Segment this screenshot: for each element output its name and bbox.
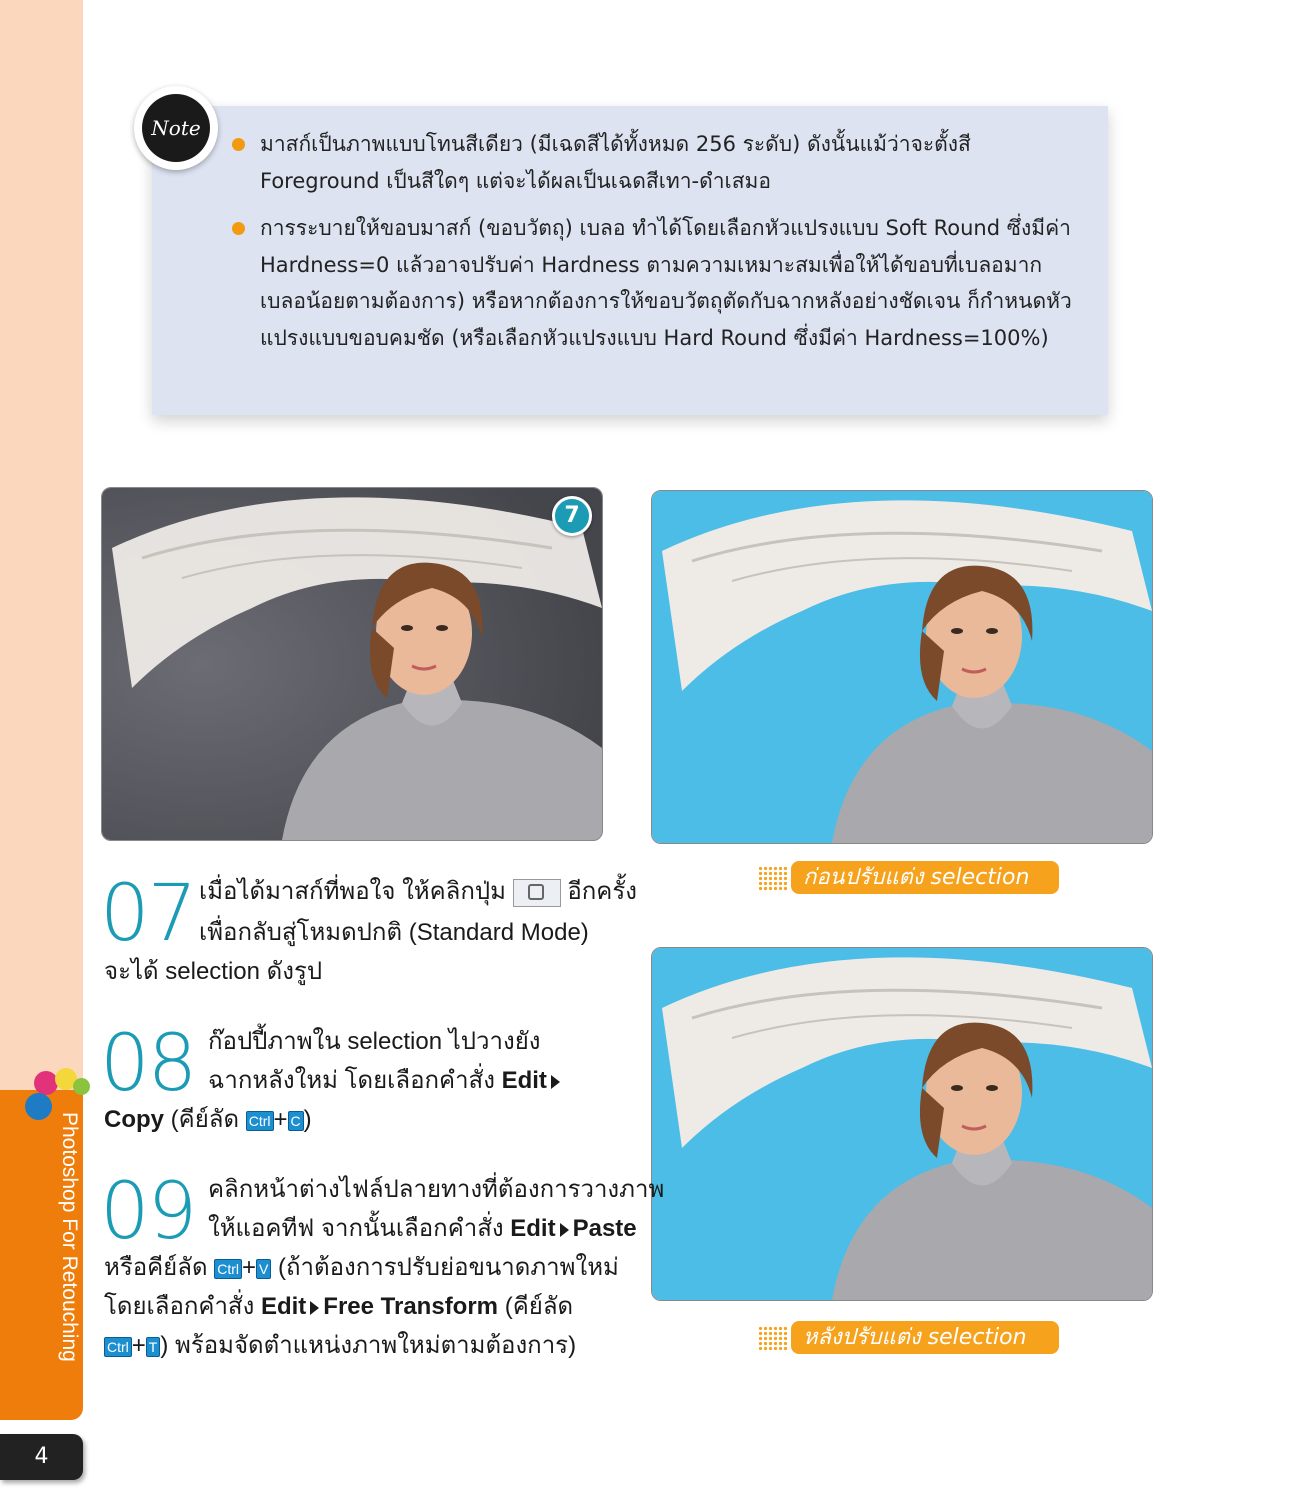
bullet-icon: [232, 222, 245, 235]
caption-before-selection: ก่อนปรับแต่ง selection: [791, 861, 1059, 894]
step09-line5: Ctrl + T ) พร้อมจัดตำแหน่งภาพใหม่ตามต้องการ): [104, 1326, 576, 1365]
menu-arrow-icon: [560, 1223, 569, 1237]
step-number-09: 09: [100, 1167, 196, 1257]
caption-dot-icon: [758, 1326, 788, 1352]
note-item: [232, 210, 1072, 356]
step08-line2: ฉากหลังใหม่ โดยเลือกคำสั่ง Edit: [208, 1061, 564, 1100]
step09-line1: คลิกหน้าต่างไฟล์ปลายทางที่ต้องการวางภาพ: [208, 1176, 665, 1203]
c-key-icon: C: [288, 1111, 304, 1131]
note-badge-label: Note: [142, 94, 210, 162]
step-number-07: 07: [100, 869, 196, 959]
note-item: [232, 126, 1072, 199]
step09-line2: ให้แอคทีฟ จากนั้นเลือกคำสั่ง Edit Paste: [208, 1215, 637, 1242]
ctrl-key-icon: Ctrl: [104, 1337, 132, 1357]
menu-arrow-icon: [551, 1075, 560, 1089]
ctrl-key-icon: Ctrl: [246, 1111, 274, 1131]
step07-line2: เพื่อกลับสู่โหมดปกติ (Standard Mode): [199, 919, 589, 946]
step07-line3: จะได้ selection ดังรูป: [104, 958, 323, 985]
page-number: 4: [0, 1434, 83, 1480]
menu-arrow-icon: [310, 1301, 319, 1315]
decor-dot-green: [73, 1078, 90, 1095]
photo-before-selection: [651, 490, 1153, 844]
t-key-icon: T: [146, 1337, 161, 1357]
v-key-icon: V: [256, 1259, 271, 1279]
step09-line3: หรือคีย์ลัด Ctrl + V (ถ้าต้องการปรับย่อขนาดภาพใหม่: [104, 1254, 619, 1281]
side-margin-strip: [0, 0, 83, 1090]
bullet-icon: [232, 138, 245, 151]
caption-after-selection: หลังปรับแต่ง selection: [791, 1321, 1059, 1354]
note-badge: [134, 86, 218, 170]
photo-step7-quickmask: [101, 487, 603, 841]
note-item-text: การระบายให้ขอบมาสก์ (ขอบวัตถุ) เบลอ ทำได้โดยเลือกหัวแปรงแบบ Soft Round ซึ่งมีค่า Hardness=0 แล้วอาจปรับค่า Hardness ตามความเหมาะสมเพื่อให้ได้ขอบที่เบลอมากเบลอน้อยตามต้องการ) หรือหากต้องการให้ขอบวัตถุตัดกับฉากหลังอย่างชัดเจน ก็กำหนดหัวแปรงแบบขอบคมชัด (หรือเลือกหัวแปรงแบบ Hard Round ซึ่งมีค่า Hardness=100%): [260, 216, 1072, 350]
step07-line1: เมื่อได้มาสก์ที่พอใจ ให้คลิกปุ่ม อีกครั้ง: [199, 878, 637, 905]
ctrl-key-icon: Ctrl: [214, 1259, 242, 1279]
decor-dot-pink: [34, 1071, 58, 1095]
note-item-text: มาสก์เป็นภาพแบบโทนสีเดียว (มีเฉดสีได้ทั้งหมด 256 ระดับ) ดังนั้นแม้ว่าจะตั้งสี Foreground เป็นสีใดๆ แต่จะได้ผลเป็นเฉดสีเทา-ดำเสมอ: [260, 132, 971, 193]
quick-mask-button-icon: [513, 879, 561, 907]
step08-line1: ก๊อปปี้ภาพใน selection ไปวางยัง: [208, 1028, 541, 1055]
photo-after-selection: [651, 947, 1153, 1301]
step-number-08: 08: [100, 1019, 196, 1109]
caption-dot-icon: [758, 866, 788, 892]
step7-number-badge: 7: [552, 496, 592, 536]
step09-line4: โดยเลือกคำสั่ง Edit Free Transform (คีย์ลัด: [104, 1293, 574, 1320]
chapter-title-vertical: Photoshop For Retouching: [58, 1112, 81, 1362]
step08-line3: Copy (คีย์ลัด Ctrl + C ): [104, 1106, 312, 1133]
